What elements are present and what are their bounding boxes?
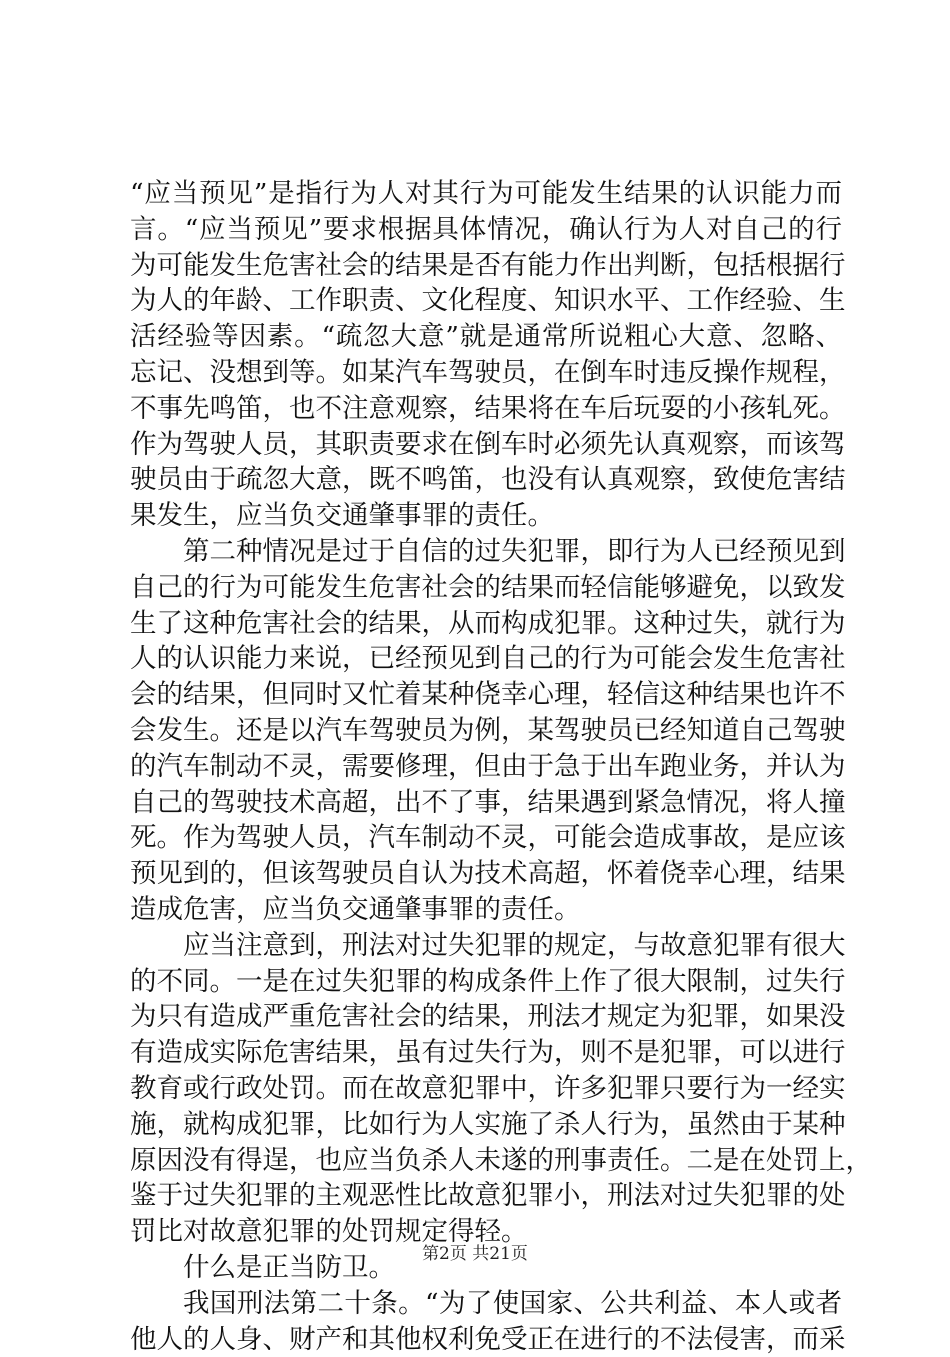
text-line: 什么是正当防卫。 (130, 1250, 842, 1286)
text-line: 教育或行政处罚。而在故意犯罪中，许多犯罪只要行为一经实 (130, 1071, 842, 1107)
document-body (130, 176, 842, 1357)
text-line: 不事先鸣笛，也不注意观察，结果将在车后玩耍的小孩轧死。 (130, 391, 842, 427)
text-line: 会的结果，但同时又忙着某种侥幸心理，轻信这种结果也许不 (130, 677, 842, 713)
text-line: 自己的驾驶技术高超，出不了事，结果遇到紧急情况，将人撞 (130, 785, 842, 821)
text-line: “应当预见”是指行为人对其行为可能发生结果的认识能力而 (130, 176, 842, 212)
text-line: 会发生。还是以汽车驾驶员为例，某驾驶员已经知道自己驾驶 (130, 713, 842, 749)
text-line: 我国刑法第二十条。“为了使国家、公共利益、本人或者 (130, 1286, 842, 1322)
text-line: 死。作为驾驶人员，汽车制动不灵，可能会造成事故，是应该 (130, 820, 842, 856)
text-line: 忘记、没想到等。如某汽车驾驶员，在倒车时违反操作规程， (130, 355, 842, 391)
text-line: 自己的行为可能发生危害社会的结果而轻信能够避免，以致发 (130, 570, 842, 606)
text-line: 他人的人身、财产和其他权利免受正在进行的不法侵害，而采 (130, 1322, 842, 1357)
text-line: 生了这种危害社会的结果，从而构成犯罪。这种过失，就行为 (130, 606, 842, 642)
text-line: 为只有造成严重危害社会的结果，刑法才规定为犯罪，如果没 (130, 999, 842, 1035)
text-line: 驶员由于疏忽大意，既不鸣笛，也没有认真观察，致使危害结 (130, 462, 842, 498)
text-line: 应当注意到，刑法对过失犯罪的规定，与故意犯罪有很大 (130, 928, 842, 964)
text-line: 原因没有得逞，也应当负杀人未遂的刑事责任。二是在处罚上， (130, 1143, 842, 1179)
text-line: 预见到的，但该驾驶员自认为技术高超，怀着侥幸心理，结果 (130, 856, 842, 892)
page-number-footer: 第2页 共21页 (0, 1244, 950, 1264)
text-line: 言。“应当预见”要求根据具体情况，确认行为人对自己的行 (130, 212, 842, 248)
text-line: 为可能发生危害社会的结果是否有能力作出判断，包括根据行 (130, 248, 842, 284)
text-line: 为人的年龄、工作职责、文化程度、知识水平、工作经验、生 (130, 283, 842, 319)
text-line: 鉴于过失犯罪的主观恶性比故意犯罪小，刑法对过失犯罪的处 (130, 1178, 842, 1214)
text-line: 造成危害，应当负交通肇事罪的责任。 (130, 892, 842, 928)
text-line: 果发生，应当负交通肇事罪的责任。 (130, 498, 842, 534)
text-line: 作为驾驶人员，其职责要求在倒车时必须先认真观察，而该驾 (130, 427, 842, 463)
text-line: 的汽车制动不灵，需要修理，但由于急于出车跑业务，并认为 (130, 749, 842, 785)
text-line: 有造成实际危害结果，虽有过失行为，则不是犯罪，可以进行 (130, 1035, 842, 1071)
text-line: 的不同。一是在过失犯罪的构成条件上作了很大限制，过失行 (130, 964, 842, 1000)
text-line: 罚比对故意犯罪的处罚规定得轻。 (130, 1214, 842, 1250)
text-line: 第二种情况是过于自信的过失犯罪，即行为人已经预见到 (130, 534, 842, 570)
text-line: 活经验等因素。“疏忽大意”就是通常所说粗心大意、忽略、 (130, 319, 842, 355)
text-line: 人的认识能力来说，已经预见到自己的行为可能会发生危害社 (130, 641, 842, 677)
text-line: 施，就构成犯罪，比如行为人实施了杀人行为，虽然由于某种 (130, 1107, 842, 1143)
